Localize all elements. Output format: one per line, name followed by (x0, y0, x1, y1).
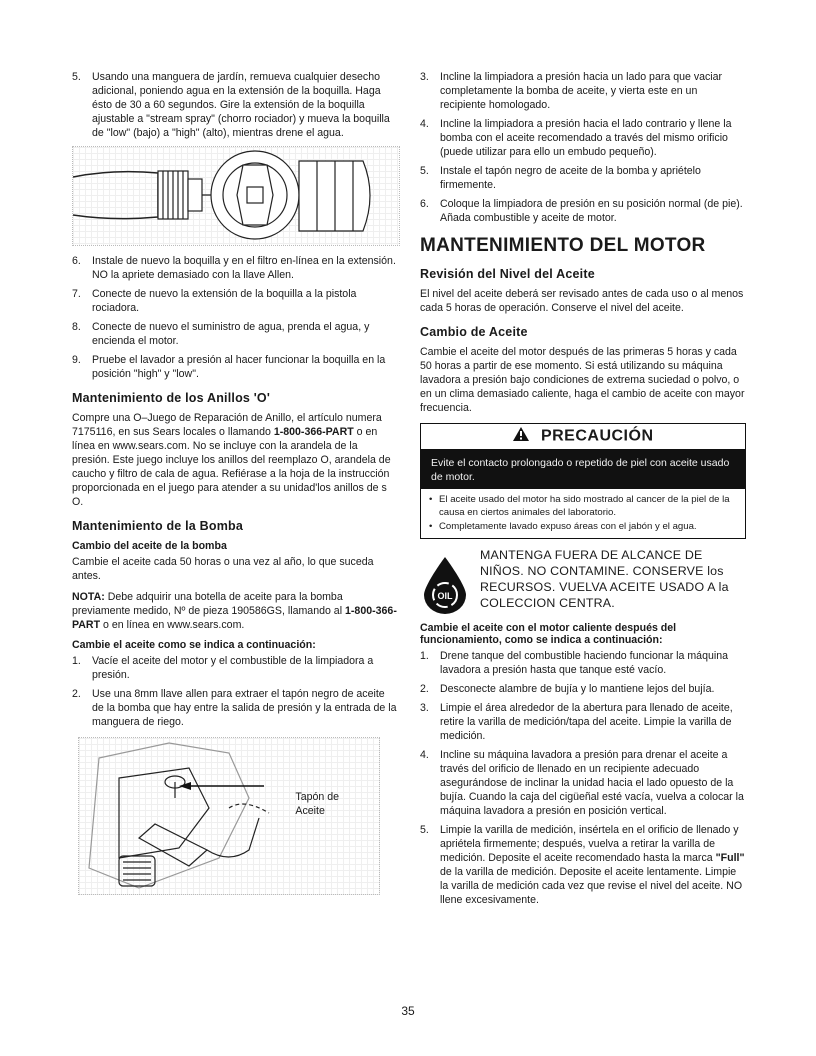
orings-text-after: o en línea en www.sears.com. No se incluye con la arandela de la presión. Este juego incluye los anillos del reemplazo O, arandela de caucho y filtro de cala de agua. Refiérase a la hoja de la instrucción proporcionada en el juego para atender a su unidad'los anillos de s O. (72, 426, 391, 508)
orings-paragraph (72, 411, 398, 509)
caution-header (421, 424, 745, 451)
step-9-nozzle (72, 353, 398, 381)
step-number: 9. (72, 354, 81, 366)
nozzle-illustration (73, 147, 399, 245)
step-number: 7. (72, 288, 81, 300)
step-text-after: de la varilla de medición. Deposite el aceite lentamente. Limpie la varilla de medición cada vez que revise el nivel del aceite. NO llene excesivamente. (440, 866, 743, 906)
pump-step-3 (420, 70, 746, 112)
caution-list (421, 489, 745, 538)
step-number: 5. (420, 165, 429, 177)
right-column (420, 70, 746, 912)
step-text: Coloque la limpiadora de presión en su posición normal (de pie). Añada combustible y aceite de motor. (440, 198, 743, 224)
step-text: Incline la limpiadora a presión hacia un lado para que vaciar completamente la bomba de aceite, y vierta este en un recipiente homologado. (440, 71, 723, 111)
pump-interval-text: Cambie el aceite cada 50 horas o una vez al año, lo que suceda antes. (72, 556, 374, 582)
pump-step-5 (420, 164, 746, 192)
hot-oil-change-heading: Cambie el aceite con el motor caliente después del funcionamiento, como se indica a continuación: (420, 622, 677, 646)
oil-change-text: Cambie el aceite del motor después de las primeras 5 horas y cada 50 horas a partir de ese momento. Si está utilizando su máquina lavadora a presión bajo condiciones de extrema suciedad o polvo, o en un clima demasiado caliente, haga el cambio de aceite con mayor frecuencia. (420, 346, 745, 414)
engine-step-4 (420, 748, 746, 818)
warning-triangle-icon (512, 426, 530, 447)
step-number: 5. (72, 71, 81, 83)
pump-step-1 (72, 654, 398, 682)
engine-step-5 (420, 823, 746, 907)
engine-step-2 (420, 682, 746, 696)
note-phone: 1-800-366-PART (72, 605, 397, 631)
step-number: 3. (420, 71, 429, 83)
engine-maintenance-heading: MANTENIMIENTO DEL MOTOR (420, 235, 706, 256)
caution-main-text: Evite el contacto prolongado o repetido de piel con aceite usado de motor. (421, 451, 745, 489)
orings-heading: Mantenimiento de los Anillos 'O' (72, 391, 271, 405)
step-text: Incline su máquina lavadora a presión para drenar el aceite a través del orificio de llenado en un recipiente adecuado asegurándose de inclinar la unidad hacia el lado opuesto de la bujía. Cuando la caja del cigüeñal esté vacía, vuelva a colocar la máquina lavadora a presión en posición vertical. (440, 749, 744, 817)
recycle-text: MANTENGA FUERA DE ALCANCE DE NIÑOS. NO CONTAMINE. CONSERVE los RECURSOS. VUELVA ACEITE USADO A la COLECCION CENTRA. (480, 548, 729, 610)
step-text: Vacíe el aceite del motor y el combustible de la limpiadora a presión. (92, 655, 374, 681)
step-text-before: Limpie la varilla de medición, insértela en el orificio de llenado y apriétela firmemente; después, vuelva a retirar la varilla de medición. Deposite el aceite recomendado hasta la marca (440, 824, 739, 864)
full-mark: "Full" (715, 852, 745, 864)
step-text: Conecte de nuevo el suministro de agua, prenda el agua, y encienda el motor. (92, 321, 370, 347)
note-after: o en línea en www.sears.com. (103, 619, 245, 631)
step-text: Desconecte alambre de bujía y lo mantiene lejos del bujía. (440, 683, 715, 695)
pump-step-2 (72, 687, 398, 729)
oil-level-heading: Revisión del Nivel del Aceite (420, 267, 595, 281)
orings-phone: 1-800-366-PART (273, 426, 354, 438)
pump-step-4 (420, 117, 746, 159)
pump-step-6 (420, 197, 746, 225)
callout-line-2: Aceite (295, 805, 325, 817)
step-6-nozzle (72, 254, 398, 282)
step-number: 8. (72, 321, 81, 333)
step-8-nozzle (72, 320, 398, 348)
step-number: 6. (420, 198, 429, 210)
step-number: 2. (72, 688, 81, 700)
engine-step-3 (420, 701, 746, 743)
left-column (72, 70, 398, 895)
oil-icon-label: OIL (437, 591, 453, 601)
step-text: Instale de nuevo la boquilla y en el filtro en-línea en la extensión. NO la apriete demasiado con la llave Allen. (92, 255, 396, 281)
caution-item: • El aceite usado del motor ha sido mostrado al cancer de la piel de la causa en ciertos animales del laboratorio. (427, 493, 739, 519)
recycle-notice (420, 547, 746, 615)
step-text: Incline la limpiadora a presión hacia el lado contrario y llene la bomba con el aceite recomendado a través del mismo orificio (puede utilizar para ello un embudo pequeño). (440, 118, 732, 158)
caution-box (420, 423, 746, 539)
step-text: Pruebe el lavador a presión al hacer funcionar la boquilla en la posición "high" y "low". (92, 354, 386, 380)
oil-change-heading: Cambio de Aceite (420, 325, 528, 339)
callout-line-1: Tapón de (295, 791, 339, 803)
oil-plug-callout (295, 790, 339, 818)
step-number: 6. (72, 255, 81, 267)
step-number: 4. (420, 118, 429, 130)
pump-heading: Mantenimiento de la Bomba (72, 519, 243, 533)
step-7-nozzle (72, 287, 398, 315)
pump-steps (72, 654, 398, 729)
caution-item: • Completamente lavado expuso áreas con el jabón y el agua. (427, 520, 739, 533)
pump-instructions-subheading: Cambie el aceite como se indica a continuación: (72, 639, 316, 651)
step-number: 2. (420, 683, 429, 695)
step-text: Usando una manguera de jardín, remueva cualquier desecho adicional, poniendo agua en la extensión de la boquilla. Haga ésto de 30 a 60 segundos. Gire la extensión de la boquilla ajustable a "stream spray" (chorro rociador) y mueva la boquilla de "low" (bajo) a "high" (alto), mientras drene el agua. (92, 71, 390, 139)
oil-recycle-icon (420, 555, 470, 615)
page-number: 35 (401, 1004, 415, 1018)
step-text: Conecte de nuevo la extensión de la boquilla a la pistola rociadora. (92, 288, 357, 314)
step-number: 3. (420, 702, 429, 714)
caution-title: PRECAUCIÓN (540, 427, 654, 445)
engine-step-1 (420, 649, 746, 677)
step-text: Limpie el área alrededor de la abertura para llenado de aceite, retire la varilla de medición/tapa del aceite. Limpie la varilla de medición. (440, 702, 733, 742)
pump-steps-continued (420, 70, 746, 225)
pump-oil-change-subheading: Cambio del aceite de la bomba (72, 540, 227, 552)
hot-oil-change-steps (420, 649, 746, 907)
nozzle-steps-b (72, 254, 398, 381)
step-number: 1. (72, 655, 81, 667)
orings-text-before: Compre una O–Juego de Reparación de Anillo, el artículo numera 7175116, en sus Sears locales o llamando (72, 412, 382, 438)
oil-level-text: El nivel del aceite deberá ser revisado antes de cada uso o al menos cada 5 horas de operación. Conserve el nivel del aceite. (420, 288, 744, 314)
step-number: 5. (420, 824, 429, 836)
nozzle-figure (72, 146, 400, 246)
step-text: Use una 8mm llave allen para extraer el tapón negro de aceite de la bomba que hay entre la salida de presión y la entrada de la manguera de riego. (92, 688, 397, 728)
note-text: Debe adquirir una botella de aceite para la bomba previamente medido, Nº de pieza 190586GS, llamando al (72, 591, 343, 617)
step-number: 1. (420, 650, 429, 662)
pump-note (72, 590, 398, 632)
step-number: 4. (420, 749, 429, 761)
step-text: Instale el tapón negro de aceite de la bomba y apriételo firmemente. (440, 165, 701, 191)
step-5-nozzle (72, 70, 398, 140)
step-text: Drene tanque del combustible haciendo funcionar la máquina lavadora a presión hasta que tanque esté vacío. (440, 650, 728, 676)
note-label: NOTA: (72, 591, 105, 603)
pump-plug-figure (78, 737, 380, 895)
nozzle-steps-a (72, 70, 398, 140)
